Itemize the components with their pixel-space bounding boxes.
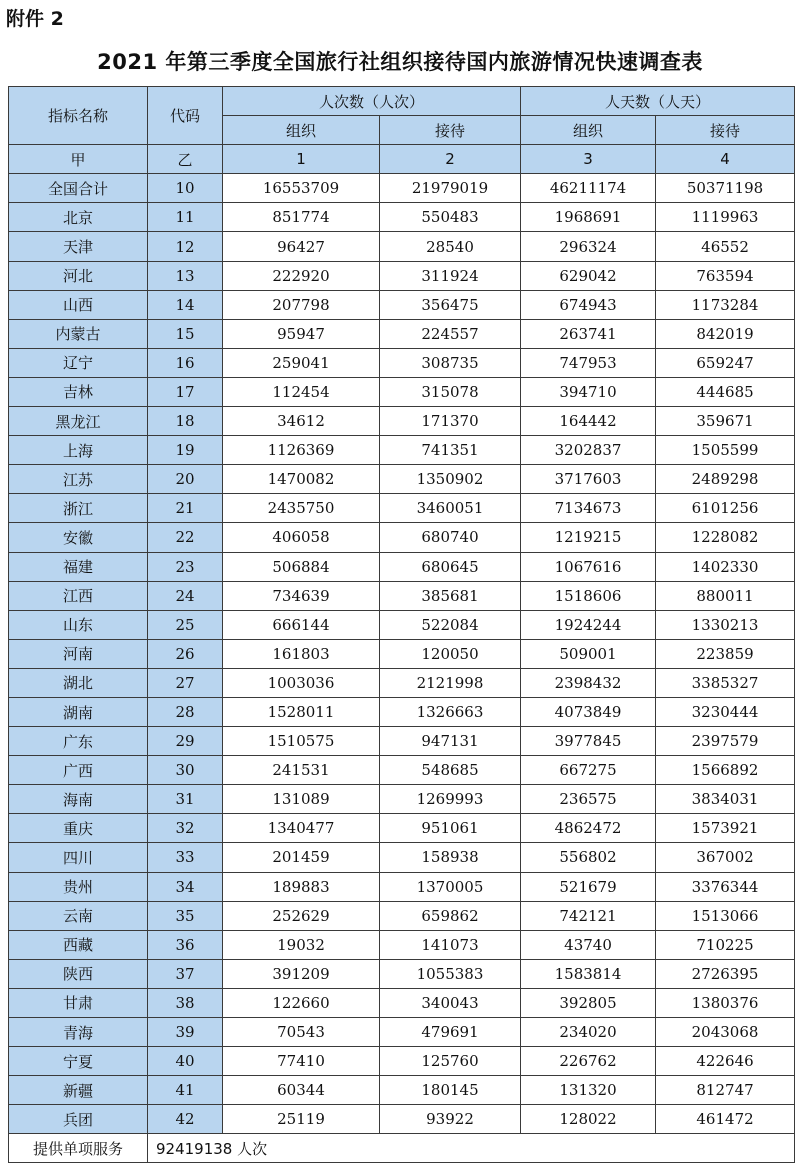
table-row: [9, 901, 795, 930]
region-name-cell: 青海: [9, 1018, 148, 1047]
region-name-cell: 黑龙江: [9, 407, 148, 436]
region-name-cell: 四川: [9, 843, 148, 872]
region-name-cell: 广东: [9, 727, 148, 756]
region-code-cell: 35: [148, 901, 223, 930]
region-name-cell: 甘肃: [9, 988, 148, 1017]
region-code-cell: 21: [148, 494, 223, 523]
region-code-cell: 10: [148, 174, 223, 203]
receive-person-days-cell: 1330213: [656, 610, 795, 639]
receive-person-times-cell: 340043: [380, 988, 521, 1017]
region-name-cell: 天津: [9, 232, 148, 261]
organize-person-times-cell: 1510575: [223, 727, 380, 756]
region-code-cell: 25: [148, 610, 223, 639]
table-row: [9, 959, 795, 988]
organize-person-days-cell: 7134673: [521, 494, 656, 523]
organize-person-days-cell: 629042: [521, 261, 656, 290]
receive-person-days-cell: 1402330: [656, 552, 795, 581]
region-code-cell: 26: [148, 639, 223, 668]
table-row: [9, 727, 795, 756]
region-code-cell: 14: [148, 290, 223, 319]
receive-person-times-cell: 28540: [380, 232, 521, 261]
receive-person-times-cell: 21979019: [380, 174, 521, 203]
header-receive-days: 接待: [656, 116, 795, 145]
receive-person-times-cell: 947131: [380, 727, 521, 756]
region-name-cell: 全国合计: [9, 174, 148, 203]
table-row: [9, 1018, 795, 1047]
table-row: [9, 697, 795, 726]
region-code-cell: 24: [148, 581, 223, 610]
table-row: [9, 988, 795, 1017]
footer-label: 提供单项服务: [9, 1134, 148, 1163]
receive-person-days-cell: 46552: [656, 232, 795, 261]
receive-person-times-cell: 1370005: [380, 872, 521, 901]
receive-person-times-cell: 385681: [380, 581, 521, 610]
receive-person-times-cell: 951061: [380, 814, 521, 843]
region-name-cell: 西藏: [9, 930, 148, 959]
table-row: [9, 872, 795, 901]
region-name-cell: 山东: [9, 610, 148, 639]
region-name-cell: 内蒙古: [9, 319, 148, 348]
receive-person-days-cell: 367002: [656, 843, 795, 872]
receive-person-times-cell: 125760: [380, 1047, 521, 1076]
table-row: [9, 843, 795, 872]
region-code-cell: 32: [148, 814, 223, 843]
receive-person-days-cell: 50371198: [656, 174, 795, 203]
organize-person-days-cell: 1968691: [521, 203, 656, 232]
receive-person-times-cell: 1350902: [380, 465, 521, 494]
region-name-cell: 湖南: [9, 697, 148, 726]
region-name-cell: 山西: [9, 290, 148, 319]
organize-person-times-cell: 1003036: [223, 668, 380, 697]
organize-person-days-cell: 4862472: [521, 814, 656, 843]
receive-person-times-cell: 308735: [380, 348, 521, 377]
region-name-cell: 兵团: [9, 1105, 148, 1134]
receive-person-times-cell: 548685: [380, 756, 521, 785]
receive-person-days-cell: 763594: [656, 261, 795, 290]
organize-person-times-cell: 734639: [223, 581, 380, 610]
organize-person-days-cell: 128022: [521, 1105, 656, 1134]
receive-person-times-cell: 550483: [380, 203, 521, 232]
region-code-cell: 17: [148, 377, 223, 406]
organize-person-days-cell: 131320: [521, 1076, 656, 1105]
header-receive-times: 接待: [380, 116, 521, 145]
receive-person-days-cell: 223859: [656, 639, 795, 668]
region-name-cell: 海南: [9, 785, 148, 814]
receive-person-times-cell: 741351: [380, 436, 521, 465]
receive-person-times-cell: 1055383: [380, 959, 521, 988]
organize-person-times-cell: 1528011: [223, 697, 380, 726]
region-code-cell: 37: [148, 959, 223, 988]
organize-person-days-cell: 164442: [521, 407, 656, 436]
organize-person-days-cell: 1924244: [521, 610, 656, 639]
table-row: [9, 436, 795, 465]
table-row: [9, 610, 795, 639]
region-name-cell: 陕西: [9, 959, 148, 988]
receive-person-times-cell: 479691: [380, 1018, 521, 1047]
region-code-cell: 38: [148, 988, 223, 1017]
table-row: [9, 785, 795, 814]
region-code-cell: 11: [148, 203, 223, 232]
receive-person-days-cell: 1173284: [656, 290, 795, 319]
receive-person-days-cell: 444685: [656, 377, 795, 406]
region-code-cell: 31: [148, 785, 223, 814]
region-name-cell: 湖北: [9, 668, 148, 697]
receive-person-times-cell: 1326663: [380, 697, 521, 726]
region-code-cell: 39: [148, 1018, 223, 1047]
organize-person-times-cell: 241531: [223, 756, 380, 785]
region-code-cell: 29: [148, 727, 223, 756]
organize-person-times-cell: 1470082: [223, 465, 380, 494]
receive-person-days-cell: 1513066: [656, 901, 795, 930]
receive-person-times-cell: 311924: [380, 261, 521, 290]
header-row-jia: 甲: [9, 145, 148, 174]
organize-person-days-cell: 236575: [521, 785, 656, 814]
region-code-cell: 20: [148, 465, 223, 494]
region-name-cell: 宁夏: [9, 1047, 148, 1076]
organize-person-times-cell: 201459: [223, 843, 380, 872]
receive-person-times-cell: 2121998: [380, 668, 521, 697]
header-col-2: 2: [380, 145, 521, 174]
region-name-cell: 河南: [9, 639, 148, 668]
region-name-cell: 新疆: [9, 1076, 148, 1105]
receive-person-days-cell: 422646: [656, 1047, 795, 1076]
organize-person-times-cell: 77410: [223, 1047, 380, 1076]
organize-person-days-cell: 667275: [521, 756, 656, 785]
region-name-cell: 贵州: [9, 872, 148, 901]
table-row: [9, 552, 795, 581]
organize-person-days-cell: 263741: [521, 319, 656, 348]
organize-person-times-cell: 34612: [223, 407, 380, 436]
table-body: [9, 174, 795, 1134]
tourism-survey-table: [8, 86, 795, 1163]
table-row: [9, 261, 795, 290]
receive-person-days-cell: 3230444: [656, 697, 795, 726]
region-code-cell: 34: [148, 872, 223, 901]
organize-person-days-cell: 234020: [521, 1018, 656, 1047]
receive-person-times-cell: 659862: [380, 901, 521, 930]
region-code-cell: 28: [148, 697, 223, 726]
organize-person-times-cell: 207798: [223, 290, 380, 319]
region-code-cell: 23: [148, 552, 223, 581]
organize-person-times-cell: 19032: [223, 930, 380, 959]
receive-person-days-cell: 1228082: [656, 523, 795, 552]
region-code-cell: 15: [148, 319, 223, 348]
region-name-cell: 辽宁: [9, 348, 148, 377]
organize-person-times-cell: 95947: [223, 319, 380, 348]
receive-person-times-cell: 3460051: [380, 494, 521, 523]
receive-person-days-cell: 1573921: [656, 814, 795, 843]
table-row: [9, 1105, 795, 1134]
organize-person-days-cell: 3977845: [521, 727, 656, 756]
organize-person-times-cell: 259041: [223, 348, 380, 377]
organize-person-times-cell: 222920: [223, 261, 380, 290]
receive-person-times-cell: 224557: [380, 319, 521, 348]
region-name-cell: 云南: [9, 901, 148, 930]
organize-person-times-cell: 391209: [223, 959, 380, 988]
table-row: [9, 1076, 795, 1105]
receive-person-times-cell: 93922: [380, 1105, 521, 1134]
organize-person-days-cell: 1067616: [521, 552, 656, 581]
table-row: [9, 465, 795, 494]
receive-person-days-cell: 2397579: [656, 727, 795, 756]
region-name-cell: 浙江: [9, 494, 148, 523]
receive-person-times-cell: 680645: [380, 552, 521, 581]
receive-person-times-cell: 120050: [380, 639, 521, 668]
table-row: [9, 407, 795, 436]
region-name-cell: 安徽: [9, 523, 148, 552]
organize-person-times-cell: 1340477: [223, 814, 380, 843]
region-code-cell: 27: [148, 668, 223, 697]
region-code-cell: 13: [148, 261, 223, 290]
attachment-label: 附件 2: [6, 8, 64, 30]
header-organize-times: 组织: [223, 116, 380, 145]
document-title: 2021 年第三季度全国旅行社组织接待国内旅游情况快速调查表: [97, 50, 703, 74]
receive-person-days-cell: 6101256: [656, 494, 795, 523]
organize-person-times-cell: 506884: [223, 552, 380, 581]
region-code-cell: 12: [148, 232, 223, 261]
organize-person-times-cell: 2435750: [223, 494, 380, 523]
region-code-cell: 40: [148, 1047, 223, 1076]
organize-person-days-cell: 509001: [521, 639, 656, 668]
header-organize-days: 组织: [521, 116, 656, 145]
organize-person-times-cell: 96427: [223, 232, 380, 261]
table-row: [9, 319, 795, 348]
region-name-cell: 上海: [9, 436, 148, 465]
receive-person-days-cell: 2726395: [656, 959, 795, 988]
table-row: [9, 581, 795, 610]
header-col-3: 3: [521, 145, 656, 174]
organize-person-times-cell: 189883: [223, 872, 380, 901]
organize-person-days-cell: 46211174: [521, 174, 656, 203]
header-row-yi: 乙: [148, 145, 223, 174]
organize-person-times-cell: 112454: [223, 377, 380, 406]
receive-person-days-cell: 359671: [656, 407, 795, 436]
region-name-cell: 重庆: [9, 814, 148, 843]
region-name-cell: 江苏: [9, 465, 148, 494]
receive-person-days-cell: 842019: [656, 319, 795, 348]
table-row: [9, 494, 795, 523]
organize-person-times-cell: 161803: [223, 639, 380, 668]
organize-person-days-cell: 3717603: [521, 465, 656, 494]
receive-person-days-cell: 1380376: [656, 988, 795, 1017]
receive-person-days-cell: 812747: [656, 1076, 795, 1105]
table-row: [9, 290, 795, 319]
footer-value: 92419138 人次: [148, 1134, 795, 1163]
organize-person-times-cell: 1126369: [223, 436, 380, 465]
region-name-cell: 河北: [9, 261, 148, 290]
table-row: [9, 756, 795, 785]
receive-person-times-cell: 522084: [380, 610, 521, 639]
organize-person-times-cell: 70543: [223, 1018, 380, 1047]
region-code-cell: 22: [148, 523, 223, 552]
table-row: [9, 203, 795, 232]
receive-person-times-cell: 171370: [380, 407, 521, 436]
organize-person-days-cell: 1583814: [521, 959, 656, 988]
header-code: 代码: [148, 87, 223, 145]
receive-person-days-cell: 2043068: [656, 1018, 795, 1047]
receive-person-days-cell: 1119963: [656, 203, 795, 232]
receive-person-days-cell: 461472: [656, 1105, 795, 1134]
header-col-4: 4: [656, 145, 795, 174]
receive-person-days-cell: 3834031: [656, 785, 795, 814]
region-name-cell: 福建: [9, 552, 148, 581]
receive-person-days-cell: 880011: [656, 581, 795, 610]
receive-person-times-cell: 1269993: [380, 785, 521, 814]
organize-person-days-cell: 394710: [521, 377, 656, 406]
organize-person-times-cell: 16553709: [223, 174, 380, 203]
receive-person-days-cell: 1566892: [656, 756, 795, 785]
organize-person-days-cell: 2398432: [521, 668, 656, 697]
table-row: [9, 174, 795, 203]
header-col-1: 1: [223, 145, 380, 174]
receive-person-times-cell: 315078: [380, 377, 521, 406]
receive-person-days-cell: 3385327: [656, 668, 795, 697]
table-row: [9, 348, 795, 377]
organize-person-times-cell: 60344: [223, 1076, 380, 1105]
receive-person-days-cell: 1505599: [656, 436, 795, 465]
region-name-cell: 江西: [9, 581, 148, 610]
organize-person-days-cell: 4073849: [521, 697, 656, 726]
organize-person-days-cell: 296324: [521, 232, 656, 261]
region-code-cell: 36: [148, 930, 223, 959]
organize-person-times-cell: 122660: [223, 988, 380, 1017]
organize-person-days-cell: 521679: [521, 872, 656, 901]
table-row: [9, 377, 795, 406]
organize-person-times-cell: 406058: [223, 523, 380, 552]
organize-person-days-cell: 1518606: [521, 581, 656, 610]
region-code-cell: 19: [148, 436, 223, 465]
region-code-cell: 41: [148, 1076, 223, 1105]
receive-person-days-cell: 2489298: [656, 465, 795, 494]
region-code-cell: 33: [148, 843, 223, 872]
organize-person-days-cell: 226762: [521, 1047, 656, 1076]
organize-person-times-cell: 131089: [223, 785, 380, 814]
region-code-cell: 42: [148, 1105, 223, 1134]
table-row: [9, 232, 795, 261]
organize-person-days-cell: 43740: [521, 930, 656, 959]
header-person-days: 人天数（人天）: [521, 87, 795, 116]
organize-person-times-cell: 252629: [223, 901, 380, 930]
organize-person-days-cell: 556802: [521, 843, 656, 872]
receive-person-days-cell: 3376344: [656, 872, 795, 901]
organize-person-days-cell: 1219215: [521, 523, 656, 552]
receive-person-times-cell: 141073: [380, 930, 521, 959]
organize-person-days-cell: 747953: [521, 348, 656, 377]
receive-person-times-cell: 680740: [380, 523, 521, 552]
organize-person-days-cell: 674943: [521, 290, 656, 319]
region-name-cell: 吉林: [9, 377, 148, 406]
receive-person-days-cell: 710225: [656, 930, 795, 959]
organize-person-times-cell: 666144: [223, 610, 380, 639]
organize-person-days-cell: 392805: [521, 988, 656, 1017]
region-code-cell: 18: [148, 407, 223, 436]
receive-person-times-cell: 158938: [380, 843, 521, 872]
receive-person-days-cell: 659247: [656, 348, 795, 377]
organize-person-days-cell: 3202837: [521, 436, 656, 465]
table-row: [9, 930, 795, 959]
header-person-times: 人次数（人次）: [223, 87, 521, 116]
region-name-cell: 广西: [9, 756, 148, 785]
table-row: [9, 668, 795, 697]
receive-person-times-cell: 356475: [380, 290, 521, 319]
organize-person-times-cell: 25119: [223, 1105, 380, 1134]
table-row: [9, 1047, 795, 1076]
region-code-cell: 30: [148, 756, 223, 785]
receive-person-times-cell: 180145: [380, 1076, 521, 1105]
table-row: [9, 639, 795, 668]
organize-person-times-cell: 851774: [223, 203, 380, 232]
table-row: [9, 814, 795, 843]
organize-person-days-cell: 742121: [521, 901, 656, 930]
header-indicator: 指标名称: [9, 87, 148, 145]
region-name-cell: 北京: [9, 203, 148, 232]
table-row: [9, 523, 795, 552]
region-code-cell: 16: [148, 348, 223, 377]
